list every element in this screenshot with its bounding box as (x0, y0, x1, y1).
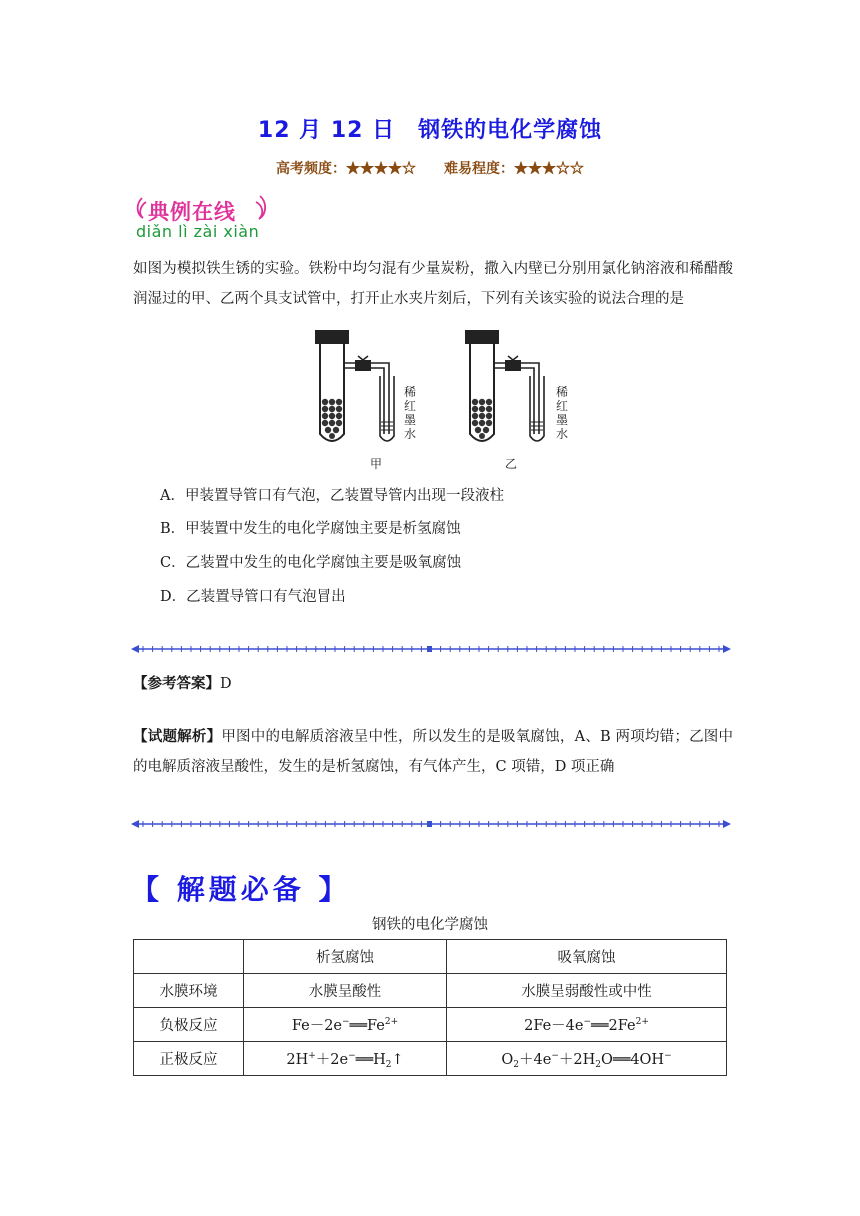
option-a: A．甲装置导管口有气泡，乙装置导管内出现一段液柱 (160, 488, 504, 504)
experiment-figure (300, 326, 600, 474)
anode-reaction-oxygen: $2Fe-4e^-══2Fe^{2+}$ (447, 1008, 727, 1042)
section-heading: 【 解题必备 】 (131, 873, 351, 906)
table-row (134, 1008, 727, 1042)
table-caption: 钢铁的电化学腐蚀 (372, 917, 488, 933)
difficulty-label: 难易程度： (444, 161, 514, 177)
table-cell: 水膜呈酸性 (244, 974, 447, 1008)
apparatus-jia (315, 330, 394, 441)
apparatus-yi (465, 330, 544, 441)
anode-reaction-hydrogen: $Fe-2e^-══Fe^{2+}$ (244, 1008, 447, 1042)
logo-text: 典例在线 (148, 200, 236, 224)
table-cell: 水膜呈弱酸性或中性 (447, 974, 727, 1008)
table-header-cell: 析氢腐蚀 (244, 940, 447, 974)
analysis-text: 甲图中的电解质溶液呈中性，所以发生的是吸氧腐蚀，A、B 两项均错；乙图中的电解质溶液呈酸性，发生的是析氢腐蚀，有气体产生，C 项错，D 项正确 (133, 729, 734, 775)
table-header-cell: 吸氧腐蚀 (447, 940, 727, 974)
figure-label-jia: 甲 (370, 457, 383, 471)
liquid-label-jia-2: 红 (404, 399, 417, 413)
analysis-label: 【试题解析】 (133, 728, 222, 745)
liquid-label-jia-4: 水 (404, 427, 417, 441)
table-row (134, 1042, 727, 1076)
section-divider (131, 817, 731, 831)
frequency-stars: ★★★★☆ (346, 161, 416, 177)
table-header-row (134, 940, 727, 974)
table-row (134, 974, 727, 1008)
analysis (133, 722, 733, 782)
liquid-label-yi-1: 稀 (556, 385, 569, 399)
frequency-label: 高考频度： (276, 161, 346, 177)
corrosion-table (133, 939, 727, 1076)
row-label: 负极反应 (134, 1008, 244, 1042)
figure-label-yi: 乙 (505, 457, 518, 471)
cathode-reaction-hydrogen: $2H^++2e^-══H_2↑$ (244, 1042, 447, 1076)
liquid-label-jia-1: 稀 (404, 385, 417, 399)
option-c: C．乙装置中发生的电化学腐蚀主要是吸氧腐蚀 (160, 555, 462, 571)
table-header-cell (134, 940, 244, 974)
row-label: 正极反应 (134, 1042, 244, 1076)
answer (133, 672, 232, 693)
example-logo (134, 192, 294, 250)
difficulty-line (0, 158, 860, 178)
section-divider (131, 642, 731, 656)
liquid-label-yi-2: 红 (556, 399, 569, 413)
logo-pinyin: diǎn lì zài xiàn (136, 222, 260, 241)
difficulty-stars: ★★★☆☆ (514, 161, 584, 177)
answer-label: 【参考答案】 (133, 675, 220, 692)
row-label: 水膜环境 (134, 974, 244, 1008)
liquid-label-yi-3: 墨 (556, 413, 569, 427)
cathode-reaction-oxygen: $O_2+4e^-+2H_2O══4OH^-$ (447, 1042, 727, 1076)
option-b: B．甲装置中发生的电化学腐蚀主要是析氢腐蚀 (160, 521, 461, 537)
liquid-label-yi-4: 水 (556, 427, 569, 441)
answer-value: D (220, 676, 232, 692)
page-title: 12 月 12 日 钢铁的电化学腐蚀 (257, 118, 603, 143)
liquid-label-jia-3: 墨 (404, 413, 417, 427)
question-text: 如图为模拟铁生锈的实验。铁粉中均匀混有少量炭粉，撒入内壁已分别用氯化钠溶液和稀醋酸润湿过的甲、乙两个具支试管中，打开止水夹片刻后，下列有关该实验的说法合理的是 (133, 261, 733, 307)
option-d: D．乙装置导管口有气泡冒出 (160, 589, 346, 605)
